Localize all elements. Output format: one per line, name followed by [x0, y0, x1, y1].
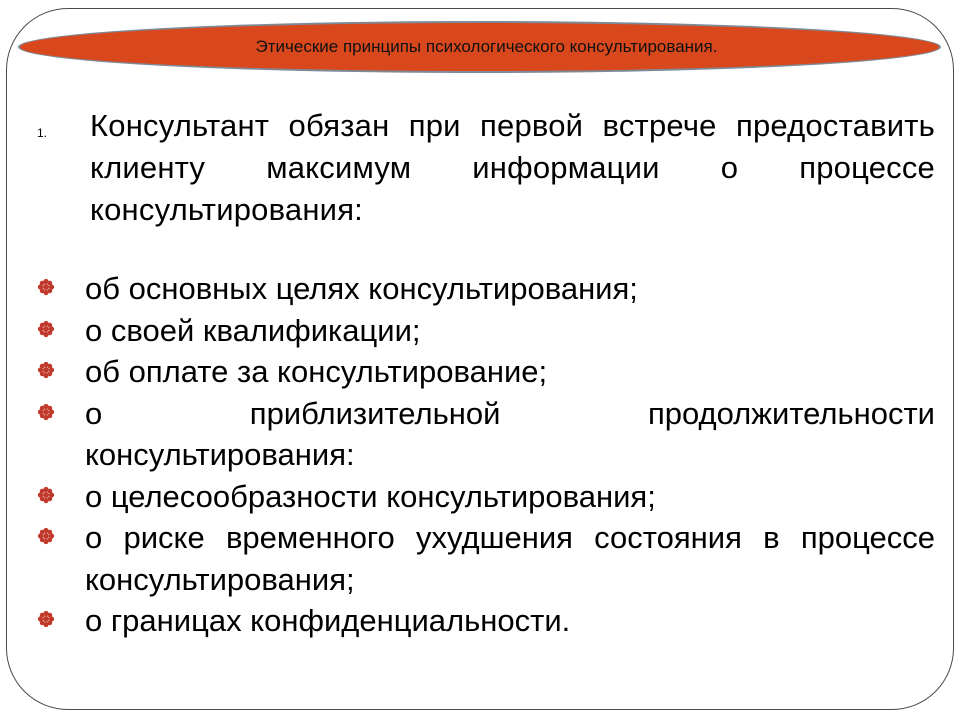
bullet-text: о своей квалификации;: [85, 312, 421, 348]
intro-paragraph: Консультант обязан при первой встрече предоставить клиенту максимум информации о процессе консультирования:: [90, 108, 935, 227]
red-flower-bullet-icon: [37, 320, 55, 338]
bullet-text: о приблизительной продолжительности консультирования:: [85, 395, 935, 472]
red-flower-bullet-icon: [37, 278, 55, 296]
bullet-item: [0, 517, 935, 600]
bullet-item: [0, 268, 935, 310]
bullet-text: о целесообразности консультирования;: [85, 478, 656, 514]
bullet-text: о риске временного ухудшения состояния в процессе консультирования;: [85, 520, 935, 597]
bullet-item: [0, 310, 935, 352]
red-flower-bullet-icon: [37, 527, 55, 545]
bullet-text: об основных целях консультирования;: [85, 271, 638, 306]
intro-list-number: 1.: [37, 126, 48, 140]
red-flower-bullet-icon: [37, 486, 55, 504]
bullet-item: [0, 476, 935, 518]
red-flower-bullet-icon: [37, 403, 55, 421]
bullet-item: [0, 600, 935, 642]
bullet-text: о границах конфиденциальности.: [85, 603, 571, 638]
red-flower-bullet-icon: [37, 610, 55, 628]
title-banner: [18, 21, 941, 73]
bullet-item: [0, 393, 935, 476]
slide-title: Этические принципы психологического консультирования.: [255, 37, 718, 56]
bullet-text: об оплате за консультирование;: [85, 354, 548, 389]
red-flower-bullet-icon: [37, 361, 55, 379]
bullet-list: [0, 268, 960, 642]
bullet-item: [0, 351, 935, 393]
